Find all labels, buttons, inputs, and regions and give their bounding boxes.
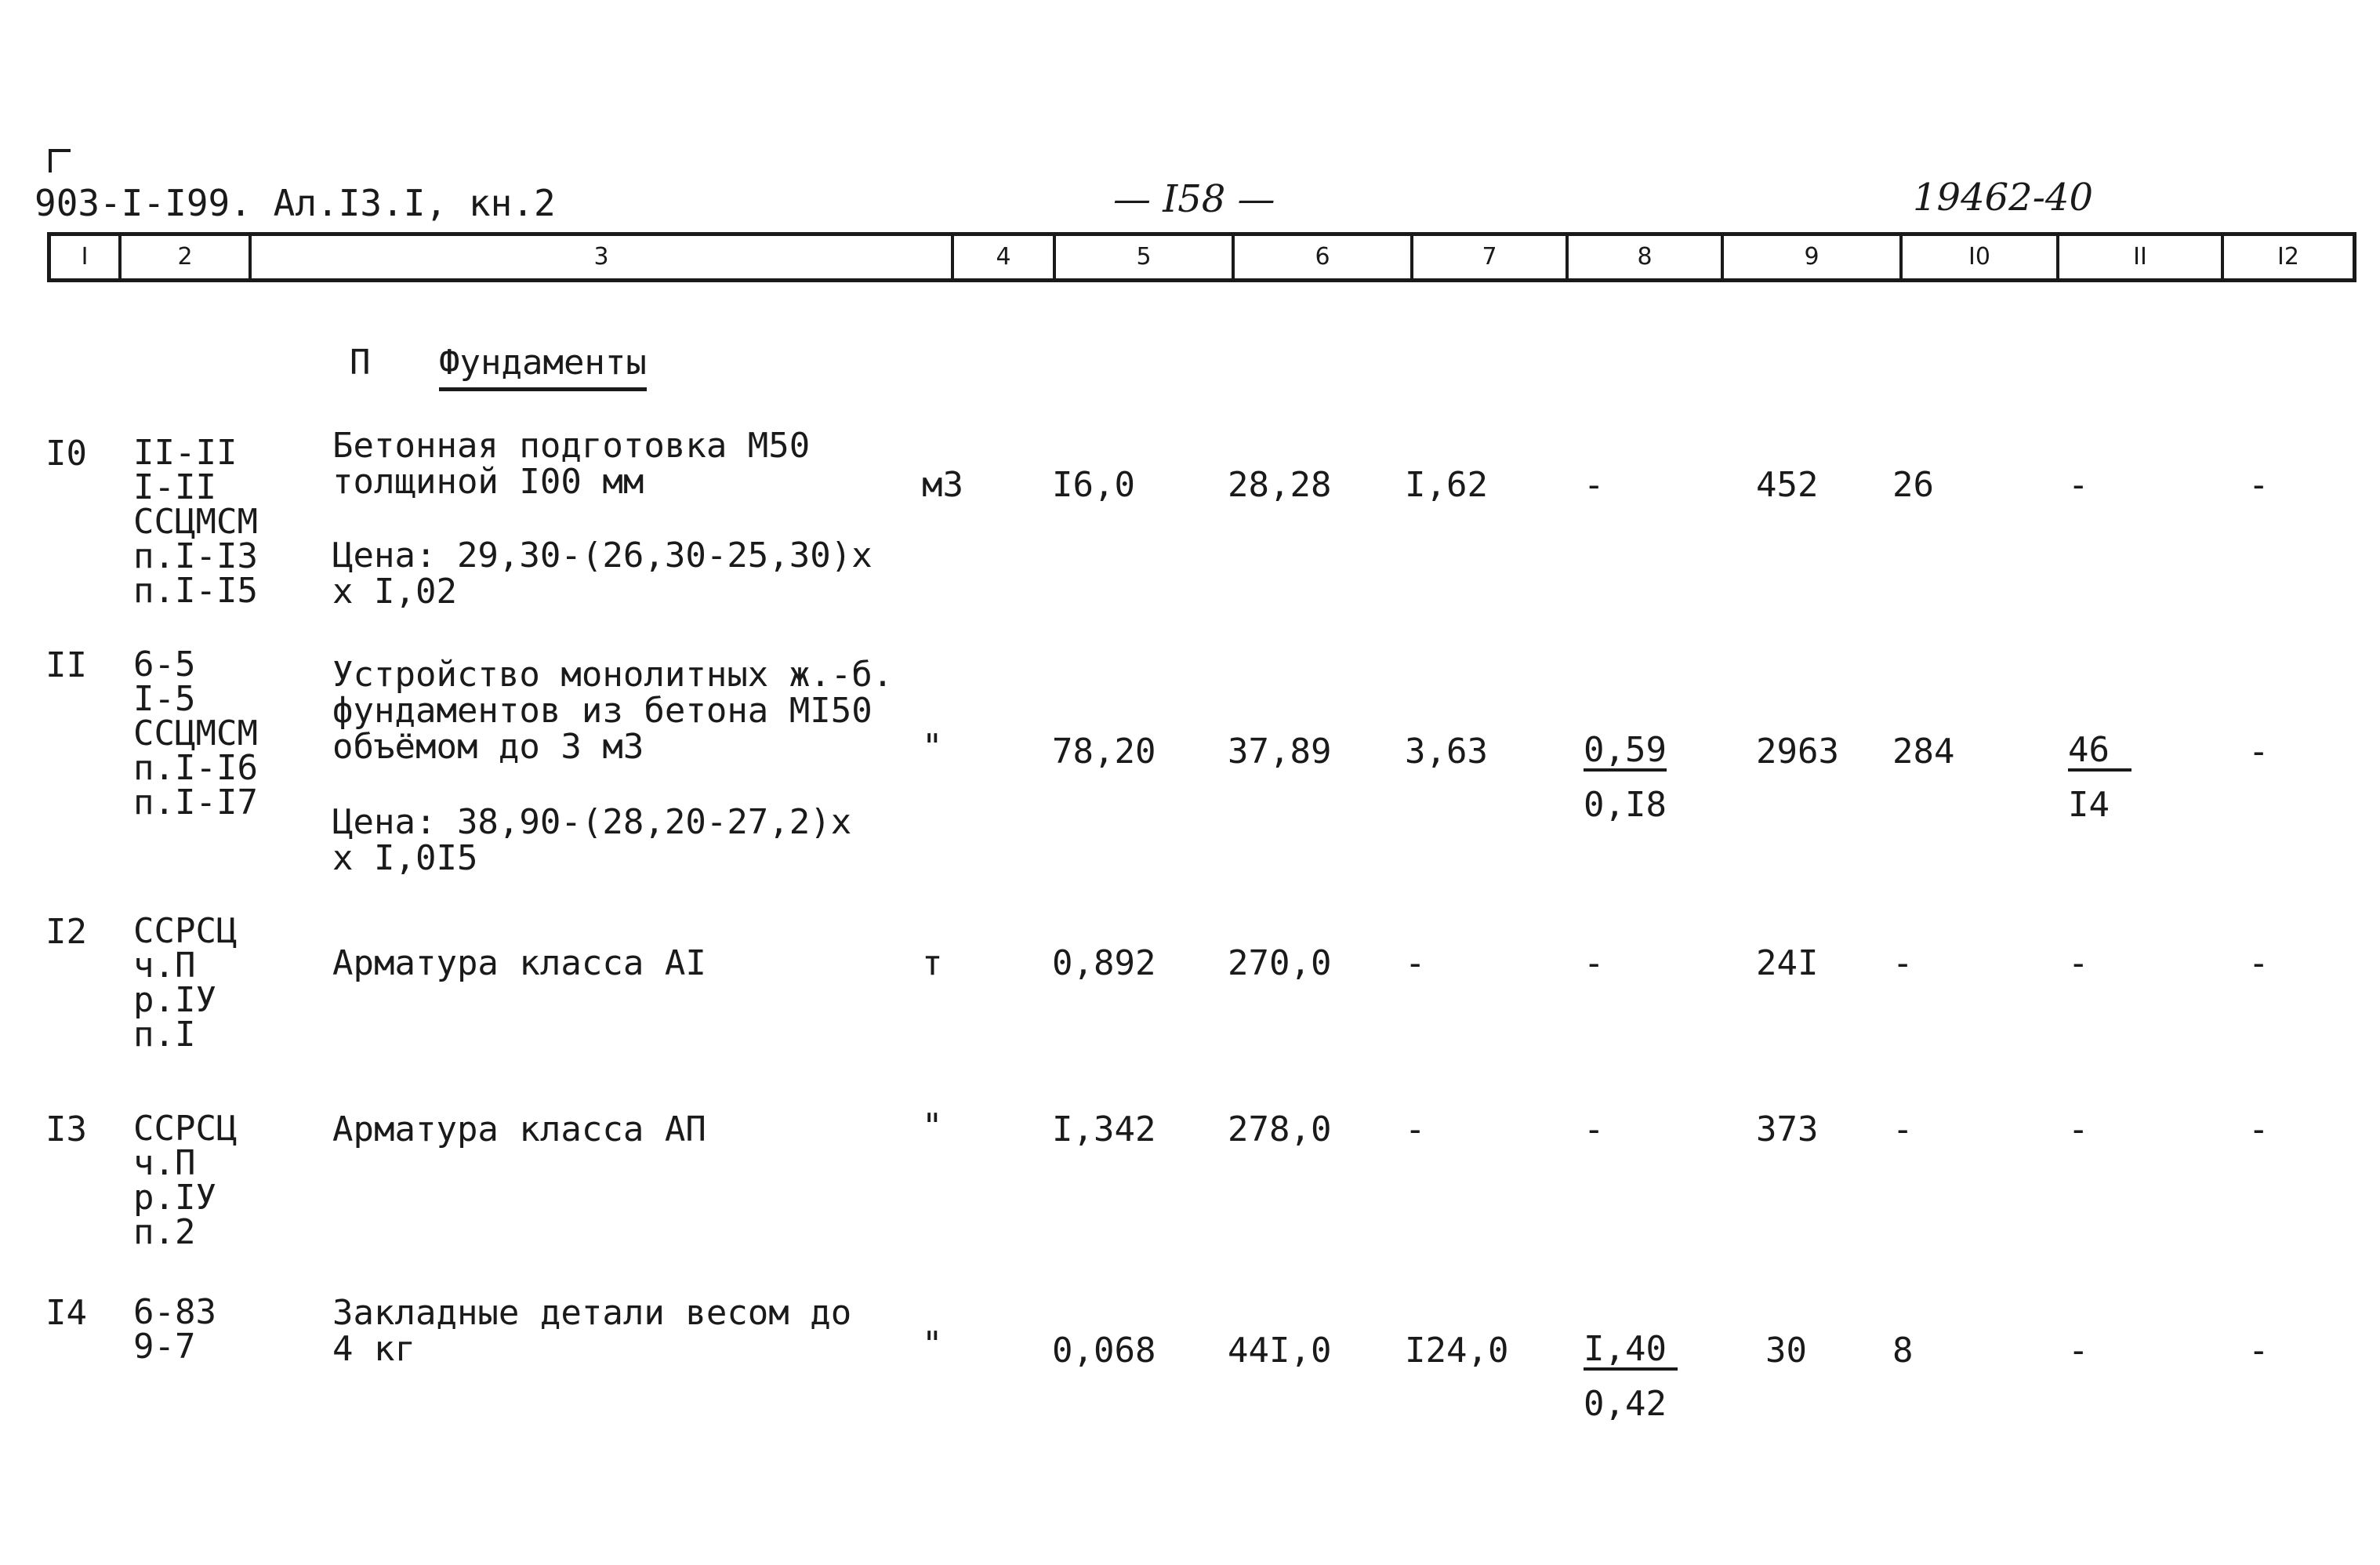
row-col10: 284 — [1892, 732, 1955, 772]
row-col8: - — [1584, 465, 1605, 505]
column-number-bar — [47, 232, 2356, 282]
row-col12: - — [2248, 732, 2269, 772]
row-number: I4 — [45, 1293, 87, 1333]
row-col7: 3,63 — [1405, 732, 1488, 772]
row-col7: - — [1405, 1109, 1426, 1149]
row-col11: - — [2068, 1109, 2089, 1149]
row-reference: 6-83 9-7 — [133, 1292, 216, 1367]
row-col8-denominator: 0,42 — [1584, 1384, 1667, 1424]
row-col12: - — [2248, 1331, 2269, 1371]
row-col12: - — [2248, 943, 2269, 983]
column-number: 6 — [1232, 236, 1410, 278]
row-col6: 37,89 — [1228, 732, 1332, 772]
row-col10: - — [1892, 943, 1914, 983]
row-col8-numerator: 0,59 — [1584, 730, 1667, 770]
row-col11-numerator: 46 — [2068, 732, 2131, 772]
row-unit: " — [922, 1106, 943, 1146]
row-col10: 8 — [1892, 1331, 1914, 1371]
archive-number: 19462-40 — [1913, 176, 2093, 220]
row-number: II — [45, 645, 87, 685]
row-col9: 2963 — [1756, 732, 1839, 772]
row-quantity: I6,0 — [1052, 465, 1135, 505]
row-description: Арматура класса АП — [332, 1109, 706, 1149]
row-unit: " — [922, 727, 943, 767]
row-col6: 270,0 — [1228, 943, 1332, 983]
row-col6: 44I,0 — [1228, 1331, 1332, 1371]
row-col9: 24I — [1756, 943, 1819, 983]
row-col6: 278,0 — [1228, 1109, 1332, 1149]
column-number: I — [81, 243, 89, 271]
column-number: I2 — [2221, 236, 2353, 278]
column-number: 8 — [1566, 236, 1721, 278]
row-col8: - — [1584, 1109, 1605, 1149]
row-col11: - — [2068, 943, 2089, 983]
column-number: 7 — [1410, 236, 1566, 278]
row-col8-denominator: 0,I8 — [1584, 785, 1667, 825]
row-col8: - — [1584, 943, 1605, 983]
row-unit: " — [922, 1324, 943, 1364]
row-col7: I,62 — [1405, 465, 1488, 505]
document-code: 903-I-I99. Ал.I3.I, кн.2 — [34, 182, 556, 224]
row-description: Арматура класса АI — [332, 943, 706, 983]
row-description: Закладные детали весом до 4 кг — [332, 1293, 852, 1369]
column-number: 5 — [1053, 236, 1232, 278]
column-number: 4 — [951, 236, 1053, 278]
row-quantity: 78,20 — [1052, 732, 1156, 772]
row-col11-denominator: I4 — [2068, 785, 2110, 825]
row-reference: ССРСЦ ч.П р.IУ п.I — [133, 911, 238, 1055]
row-price-formula: Цена: 38,90-(28,20-27,2)х х I,0I5 — [332, 802, 852, 878]
row-col10: - — [1892, 1109, 1914, 1149]
row-col11: - — [2068, 1331, 2089, 1371]
row-reference: II-II I-II ССЦМСМ п.I-I3 п.I-I5 — [133, 433, 258, 611]
row-price-formula: Цена: 29,30-(26,30-25,30)х х I,02 — [332, 536, 873, 612]
page-number: — I58 — — [1113, 177, 1275, 221]
row-number: I3 — [45, 1109, 87, 1149]
row-reference: ССРСЦ ч.П р.IУ п.2 — [133, 1109, 238, 1252]
column-number: II — [2056, 236, 2221, 278]
row-unit: м3 — [922, 465, 963, 505]
column-number: I0 — [1899, 236, 2056, 278]
column-number: 3 — [249, 236, 951, 278]
row-quantity: 0,892 — [1052, 943, 1156, 983]
row-description: Устройство монолитных ж.-б. фундаментов из бетона МI50 объёмом до 3 м3 — [332, 655, 894, 767]
row-description: Бетонная подготовка М50 толщиной I00 мм — [332, 426, 811, 502]
row-number: I2 — [45, 912, 87, 952]
section-title: Фундаменты — [439, 345, 647, 391]
row-col12: - — [2248, 465, 2269, 505]
row-col7: I24,0 — [1405, 1331, 1509, 1371]
row-col8-numerator: I,40 — [1584, 1331, 1678, 1371]
row-quantity: 0,068 — [1052, 1331, 1156, 1371]
row-col12: - — [2248, 1109, 2269, 1149]
row-col6: 28,28 — [1228, 465, 1332, 505]
row-col9: 373 — [1756, 1109, 1819, 1149]
section-number: П — [350, 343, 371, 383]
row-col7: - — [1405, 943, 1426, 983]
row-col9: 30 — [1765, 1331, 1807, 1371]
corner-mark — [49, 149, 71, 172]
row-number: I0 — [45, 434, 87, 474]
column-number: 2 — [118, 236, 249, 278]
row-col10: 26 — [1892, 465, 1934, 505]
row-quantity: I,342 — [1052, 1109, 1156, 1149]
row-reference: 6-5 I-5 ССЦМСМ п.I-I6 п.I-I7 — [133, 645, 258, 822]
row-col11: - — [2068, 465, 2089, 505]
row-unit: т — [922, 943, 943, 983]
row-col9: 452 — [1756, 465, 1819, 505]
column-number: 9 — [1721, 236, 1899, 278]
